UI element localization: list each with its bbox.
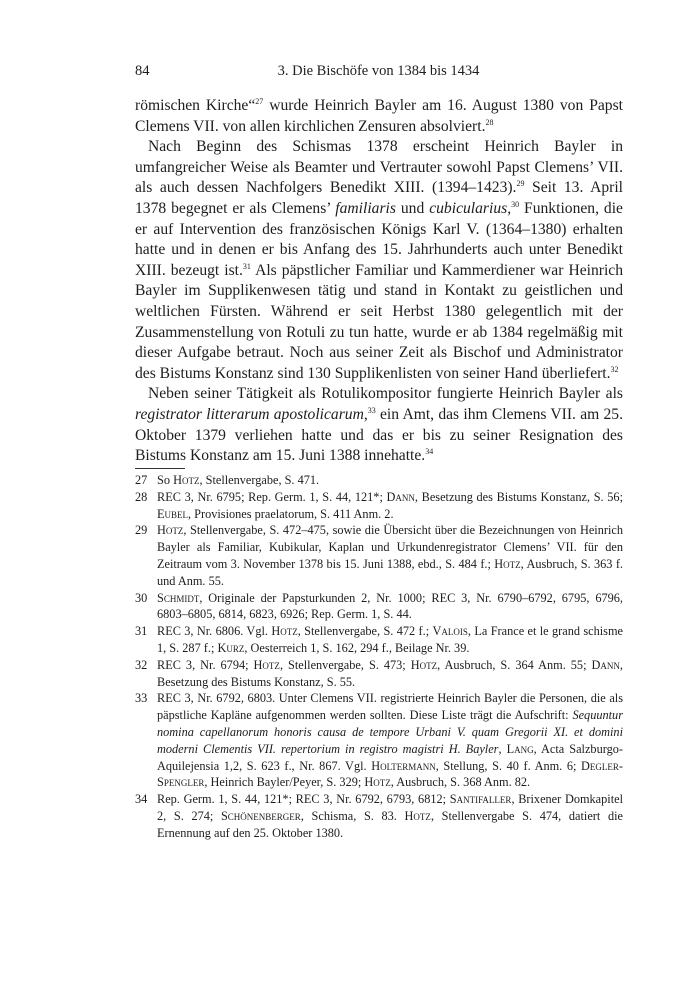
author-name: Dann xyxy=(386,489,415,504)
author-name: Dann xyxy=(591,657,620,672)
author-name: Schönenberger xyxy=(220,808,301,823)
footnote-29 xyxy=(135,522,623,589)
text-run: , Schisma, S. 83. xyxy=(300,808,405,823)
text-run: , Stellenvergabe S. 474, datiert die Ernennung auf den 25. Oktober 1380. xyxy=(157,808,623,840)
text-run: Funktionen, die er auf Intervention des französischen Königs Karl V. (1364–1380) erhalten hatte und in denen er bis Anfang des 15. Jahrhunderts auch unter Benedikt XIII. bezeugt ist. xyxy=(135,199,623,279)
author-name: Kurz xyxy=(217,640,245,655)
text-run: Neben seiner Tätigkeit als Rotulikompositor fungierte Heinrich Bayler als xyxy=(148,385,623,403)
paragraph-1 xyxy=(135,96,623,137)
footnotes xyxy=(135,472,623,842)
text-run: REC 3, Nr. 6792, 6803. Unter Clemens VII. registrierte Heinrich Bayler die Personen, die als päpstliche Kapläne aufgenommen werden sollten. Diese Liste trägt die Aufschrift: xyxy=(157,691,623,723)
text-run: , xyxy=(507,199,512,217)
author-name: Degler-Spengler xyxy=(157,758,624,790)
author-name: Hotz xyxy=(494,556,521,571)
author-name: Santifaller xyxy=(449,792,512,807)
footnote-28 xyxy=(135,489,623,523)
text-run: REC 3, Nr. 6794; xyxy=(157,657,254,672)
text-run: Rep. Germ. 1, S. 44, 121*; REC 3, Nr. 6792, 6793, 6812; xyxy=(157,792,450,807)
author-name: Hotz xyxy=(157,523,184,538)
footnote-ref: 33 xyxy=(367,405,376,415)
italic-term: familiaris xyxy=(335,199,396,217)
footnote-number: 34 xyxy=(135,792,148,807)
text-run: , Stellenvergabe, S. 471. xyxy=(199,473,320,487)
text-run: , Ausbruch, S. 368 Anm. 82. xyxy=(390,775,531,790)
text-run: , Oesterreich 1, S. 162, 294 f., Beilage Nr. 39. xyxy=(244,640,470,655)
text-run: Als päpstlicher Familiar und Kammerdiener war Heinrich Bayler im Supplikenwesen tätig und stand in Kontakt zu geistlichen und weltlichen Fürsten. Während er seit Herbst 1380 gelegentlich mit der Zusammenstellung von Rotuli zu tun hatte, wurde er ab 1384 regelmäßig mit dieser Aufgabe betraut. Noch aus seiner Zeit als Bischof und Administrator des Bistums Konstanz sind 130 Supplikenlisten von seiner Hand überliefert. xyxy=(135,261,623,382)
text-run: , Provisiones praelatorum, S. 411 Anm. 2. xyxy=(188,506,394,521)
paragraph-2 xyxy=(135,137,623,384)
footnote-34 xyxy=(135,791,623,841)
main-text xyxy=(135,96,623,467)
footnote-31 xyxy=(135,623,623,657)
text-run: , Heinrich Bayler/Peyer, S. 329; xyxy=(204,775,365,790)
footnote-ref: 32 xyxy=(610,364,619,374)
footnote-ref: 29 xyxy=(516,179,525,189)
footnote-ref: 28 xyxy=(485,117,494,127)
text-run: , Stellung, S. 40 f. Anm. 6; xyxy=(435,758,582,773)
footnote-ref: 31 xyxy=(242,261,251,271)
running-title: 3. Die Bischöfe von 1384 bis 1434 xyxy=(277,63,480,79)
text-run: , Ausbruch, S. 364 Anm. 55; xyxy=(437,657,592,672)
text-run: Nach Beginn des Schismas 1378 erscheint Heinrich Bayler in umfangreicher Weise als Beamter und Vertrauter sowohl Papst Clemens’ VII. als auch dessen Nachfolgers Benedikt XIII. (1394–1423). xyxy=(135,138,623,197)
text-run: , Brixener Domkapitel 2, S. 274; xyxy=(157,792,623,823)
author-name: Valois xyxy=(432,624,468,639)
author-name: Hotz xyxy=(404,808,431,823)
text-run: , Besetzung des Bistums Konstanz, S. 55. xyxy=(157,657,623,689)
text-run: römischen Kirche“ xyxy=(135,97,256,114)
text-run: REC 3, Nr. 6795; Rep. Germ. 1, S. 44, 121*; xyxy=(157,489,387,504)
footnote-27 xyxy=(135,472,623,489)
text-run: , Ausbruch, S. 363 f. und Anm. 55. xyxy=(157,556,623,588)
footnote-ref: 30 xyxy=(511,199,520,209)
text-run: ein Amt, das ihm Clemens VII. am 25. Oktober 1379 verliehen hatte und das er bis zu seiner Resignation des Bistums Konstanz am 15. Juni 1388 innehatte. xyxy=(135,405,623,465)
text-run: , Stellenvergabe, S. 473; xyxy=(279,657,411,672)
footnote-number: 31 xyxy=(135,624,148,639)
footnote-number: 30 xyxy=(135,590,148,605)
text-run: wurde Heinrich Bayler am 16. August 1380 von Papst Clemens VII. von allen kirchlichen Zensuren absolviert. xyxy=(135,97,624,135)
footnote-32 xyxy=(135,657,623,691)
text-run: , xyxy=(498,741,507,756)
footnote-number: 32 xyxy=(135,657,148,672)
footnote-separator xyxy=(135,468,185,469)
text-run: , Stellenvergabe, S. 472 f.; xyxy=(297,624,433,639)
author-name: Hotz xyxy=(173,473,200,487)
paragraph-3 xyxy=(135,384,623,466)
author-name: Hotz xyxy=(271,624,298,639)
text-run: Seit 13. April 1378 begegnet er als Clemens’ xyxy=(135,179,623,217)
author-name: Hotz xyxy=(253,657,280,672)
author-name: Lang xyxy=(506,741,534,756)
text-run: So xyxy=(157,473,174,487)
text-run: , Besetzung des Bistums Konstanz, S. 56; xyxy=(414,489,623,504)
text-run: , Originale der Papsturkunden 2, Nr. 1000; REC 3, Nr. 6790–6792, 6795, 6796, 6803–6805, 6814, 6823, 6926; Rep. Germ. 1, S. 44. xyxy=(157,590,623,622)
author-name: Schmidt xyxy=(157,590,200,605)
author-name: Hotz xyxy=(364,775,391,790)
footnote-33 xyxy=(135,690,623,791)
author-name: Hotz xyxy=(410,657,438,672)
text-run: und xyxy=(395,199,430,217)
footnote-number: 28 xyxy=(135,489,148,504)
footnote-ref: 27 xyxy=(255,97,264,106)
latin-quotation: Sequuntur nomina capellanorum honoris causa de tempore Urbani V. quam Gregorii XI. et domini moderni Clementis VII. repertorium in registro magistri H. Bayler xyxy=(157,708,623,756)
text-run: , La France et le grand schisme 1, S. 287 f.; xyxy=(157,624,623,655)
author-name: Holtermann xyxy=(371,758,436,773)
text-run: , xyxy=(363,405,368,423)
text-run: , Stellenvergabe, S. 472–475, sowie die Übersicht über die Bezeichnungen von Heinrich Bayler als Familiar, Kubikular, Kaplan und Urkundenregistrator Clemens’ VII. für den Zeitraum vom 3. November 1378 bis 15. Juni 1388, ebd., S. 484 f.; xyxy=(157,523,623,571)
footnote-ref: 34 xyxy=(425,447,434,457)
footnote-number: 29 xyxy=(135,523,148,538)
author-name: Eubel xyxy=(157,506,189,521)
footnote-number: 33 xyxy=(135,691,148,706)
italic-term: cubicularius xyxy=(429,199,508,217)
text-run: REC 3, Nr. 6806. Vgl. xyxy=(157,624,272,639)
page-number: 84 xyxy=(135,63,150,79)
text-run: , Acta Salzburgo-Aquilejensia 1,2, S. 623 f., Nr. 867. Vgl. xyxy=(157,741,623,773)
italic-term: registrator litterarum apostolicarum xyxy=(135,405,364,423)
footnote-number: 27 xyxy=(135,473,148,487)
footnote-30 xyxy=(135,590,623,624)
